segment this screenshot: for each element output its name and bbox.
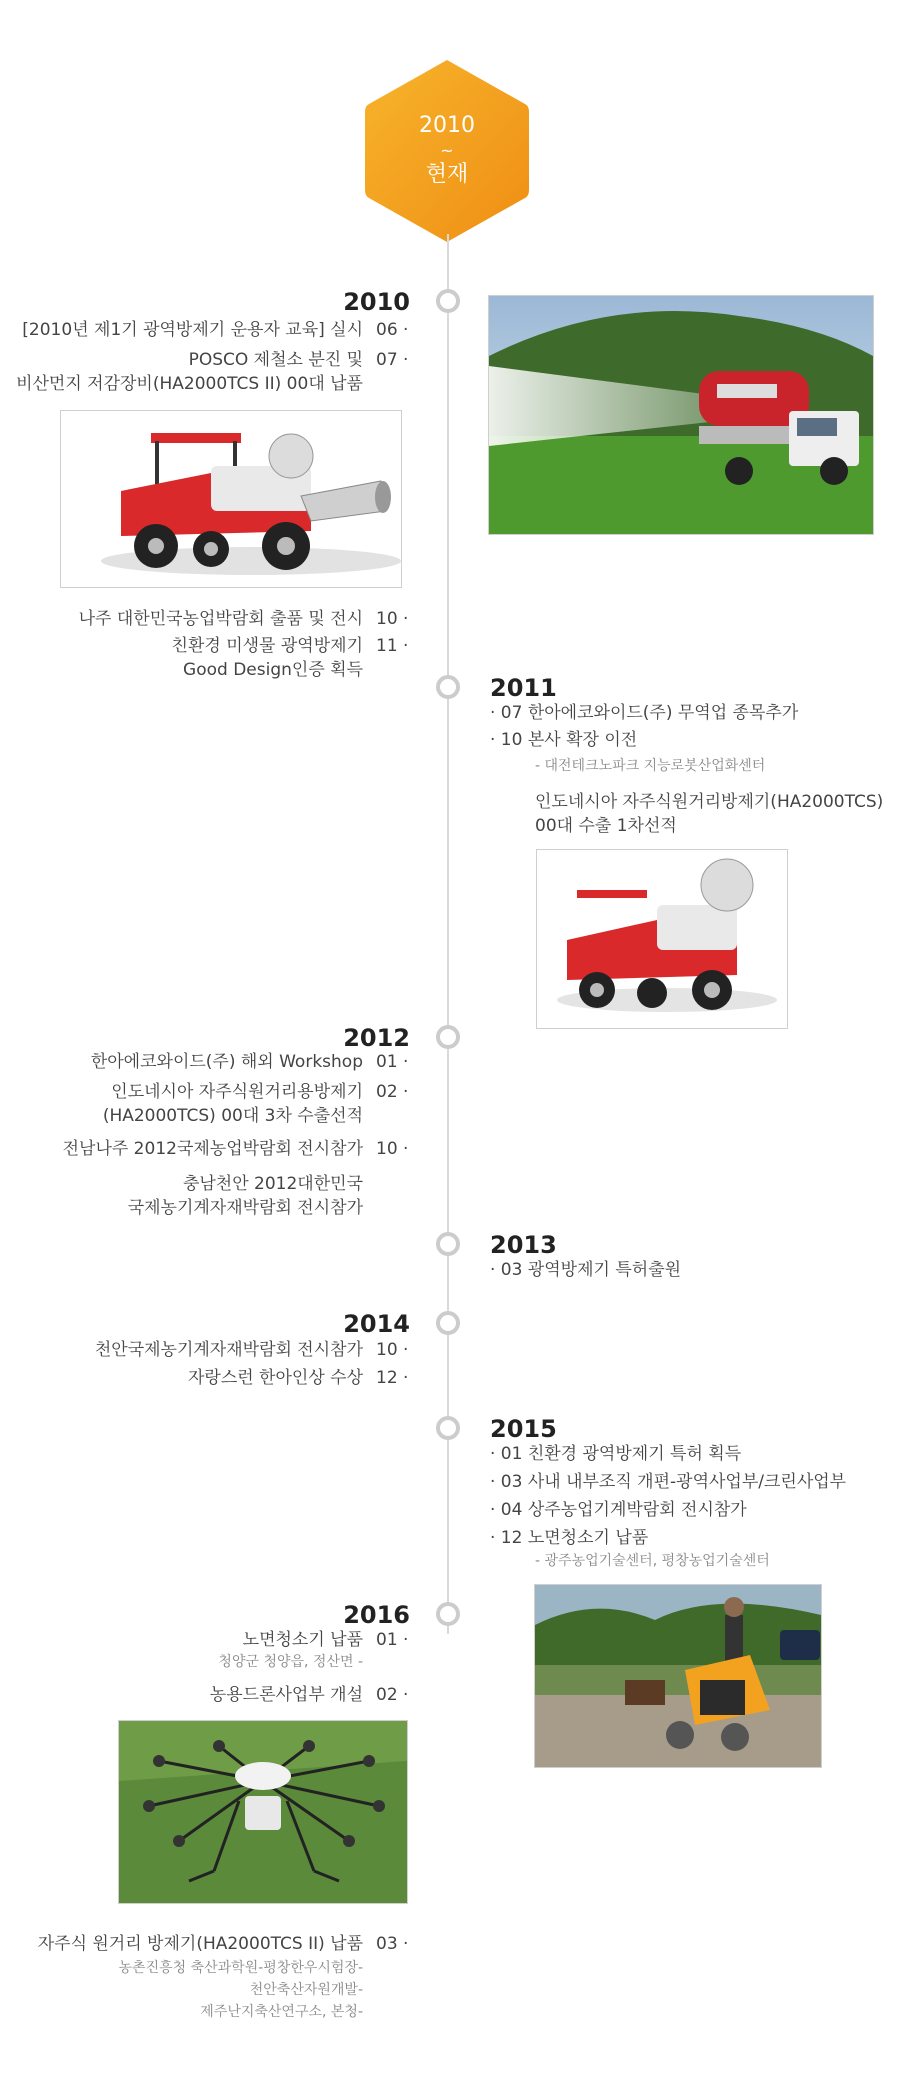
month-2014-12: 12 · xyxy=(376,1368,409,1388)
photo-tractor-sprayer-2010 xyxy=(60,410,402,588)
photo-agri-drone-2016 xyxy=(118,1720,408,1904)
timeline-node-2012 xyxy=(436,1025,460,1049)
event-2011-07: · 07 한아에코와이드(주) 무역업 종목추가 xyxy=(490,703,799,723)
period-hexagon-badge xyxy=(365,58,529,244)
event-2015-04: · 04 상주농업기계박람회 전시참가 xyxy=(490,1500,747,1520)
year-2015: 2015 xyxy=(490,1415,557,1443)
timeline-node-2011 xyxy=(436,675,460,699)
month-2012-02: 02 · xyxy=(376,1082,409,1102)
month-2014-10: 10 · xyxy=(376,1340,409,1360)
event-2014-10: 천안국제농기계자재박람회 전시참가 xyxy=(94,1340,363,1360)
month-2010-11: 11 · xyxy=(376,636,409,656)
month-2012-01: 01 · xyxy=(376,1052,409,1072)
event-2013-03: · 03 광역방제기 특허출원 xyxy=(490,1260,682,1280)
event-2012-01: 한아에코와이드(주) 해외 Workshop xyxy=(90,1052,363,1072)
period-end: 현재 xyxy=(425,162,469,187)
month-2012-10: 10 · xyxy=(376,1139,409,1159)
timeline-node-2015 xyxy=(436,1416,460,1440)
year-2011: 2011 xyxy=(490,674,557,702)
month-2010-06: 06 · xyxy=(376,320,409,340)
period-start: 2010 xyxy=(419,113,475,138)
timeline-node-2010 xyxy=(436,289,460,313)
event-2016-03-detail-3: 제주난지축산연구소, 본청- xyxy=(200,2004,363,2020)
event-2015-12-detail: - 광주농업기술센터, 평창농업기술센터 xyxy=(535,1553,770,1569)
event-2015-03: · 03 사내 내부조직 개편-광역사업부/크린사업부 xyxy=(490,1472,847,1492)
month-2010-07: 07 · xyxy=(376,350,409,370)
year-2013: 2013 xyxy=(490,1231,557,1259)
event-2011-export-line1: 인도네시아 자주식원거리방제기(HA2000TCS) xyxy=(535,792,884,812)
photo-road-sweeper-2015 xyxy=(534,1584,822,1768)
month-2010-10: 10 · xyxy=(376,609,409,629)
timeline-node-2014 xyxy=(436,1311,460,1335)
event-2016-03-detail-2: 천안축산자원개발- xyxy=(249,1982,363,1998)
year-2016: 2016 xyxy=(343,1601,410,1629)
month-2016-02: 02 · xyxy=(376,1685,409,1705)
event-2012-02-line1: 인도네시아 자주식원거리용방제기 xyxy=(111,1082,363,1102)
timeline-node-2016 xyxy=(436,1602,460,1626)
month-2016-03: 03 · xyxy=(376,1934,409,1954)
event-2010-07-line1: POSCO 제철소 분진 및 xyxy=(188,350,363,370)
event-2011-export-line2: 00대 수출 1차선적 xyxy=(535,816,677,836)
event-2012-02-line2: (HA2000TCS) 00대 3차 수출선적 xyxy=(102,1106,363,1126)
photo-truck-sprayer-2010 xyxy=(488,295,874,535)
event-2014-12: 자랑스런 한아인상 수상 xyxy=(187,1368,363,1388)
event-2016-02: 농용드론사업부 개설 xyxy=(209,1685,363,1705)
event-2012-expo-line2: 국제농기계자재박람회 전시참가 xyxy=(127,1198,363,1218)
event-2015-12: · 12 노면청소기 납품 xyxy=(490,1528,649,1548)
year-2012: 2012 xyxy=(343,1024,410,1052)
timeline-node-2013 xyxy=(436,1232,460,1256)
event-2016-01-detail: 청양군 청양읍, 정산면 - xyxy=(218,1654,363,1670)
event-2016-03: 자주식 원거리 방제기(HA2000TCS II) 납품 xyxy=(37,1934,363,1954)
photo-tractor-sprayer-2011 xyxy=(536,849,788,1029)
event-2016-01: 노면청소기 납품 xyxy=(242,1630,363,1650)
event-2010-11-line2: Good Design인증 획득 xyxy=(183,660,363,680)
event-2010-07-line2: 비산먼지 저감장비(HA2000TCS II) 00대 납품 xyxy=(16,374,363,394)
event-2012-10: 전남나주 2012국제농업박람회 전시참가 xyxy=(62,1139,363,1159)
event-2010-10: 나주 대한민국농업박람회 출품 및 전시 xyxy=(78,609,363,629)
event-2011-10-detail: - 대전테크노파크 지능로봇산업화센터 xyxy=(535,758,766,774)
event-2015-01: · 01 친환경 광역방제기 특허 획득 xyxy=(490,1444,742,1464)
year-2010: 2010 xyxy=(343,288,410,316)
event-2016-03-detail-1: 농촌진흥청 축산과학원-평창한우시험장- xyxy=(118,1960,363,1976)
month-2016-01: 01 · xyxy=(376,1630,409,1650)
event-2010-06: [2010년 제1기 광역방제기 운용자 교육] 실시 xyxy=(22,320,363,340)
event-2010-11-line1: 친환경 미생물 광역방제기 xyxy=(171,636,363,656)
event-2012-expo-line1: 충남천안 2012대한민국 xyxy=(182,1174,363,1194)
period-tilde: ~ xyxy=(440,141,454,160)
event-2011-10: · 10 본사 확장 이전 xyxy=(490,730,638,750)
year-2014: 2014 xyxy=(343,1310,410,1338)
